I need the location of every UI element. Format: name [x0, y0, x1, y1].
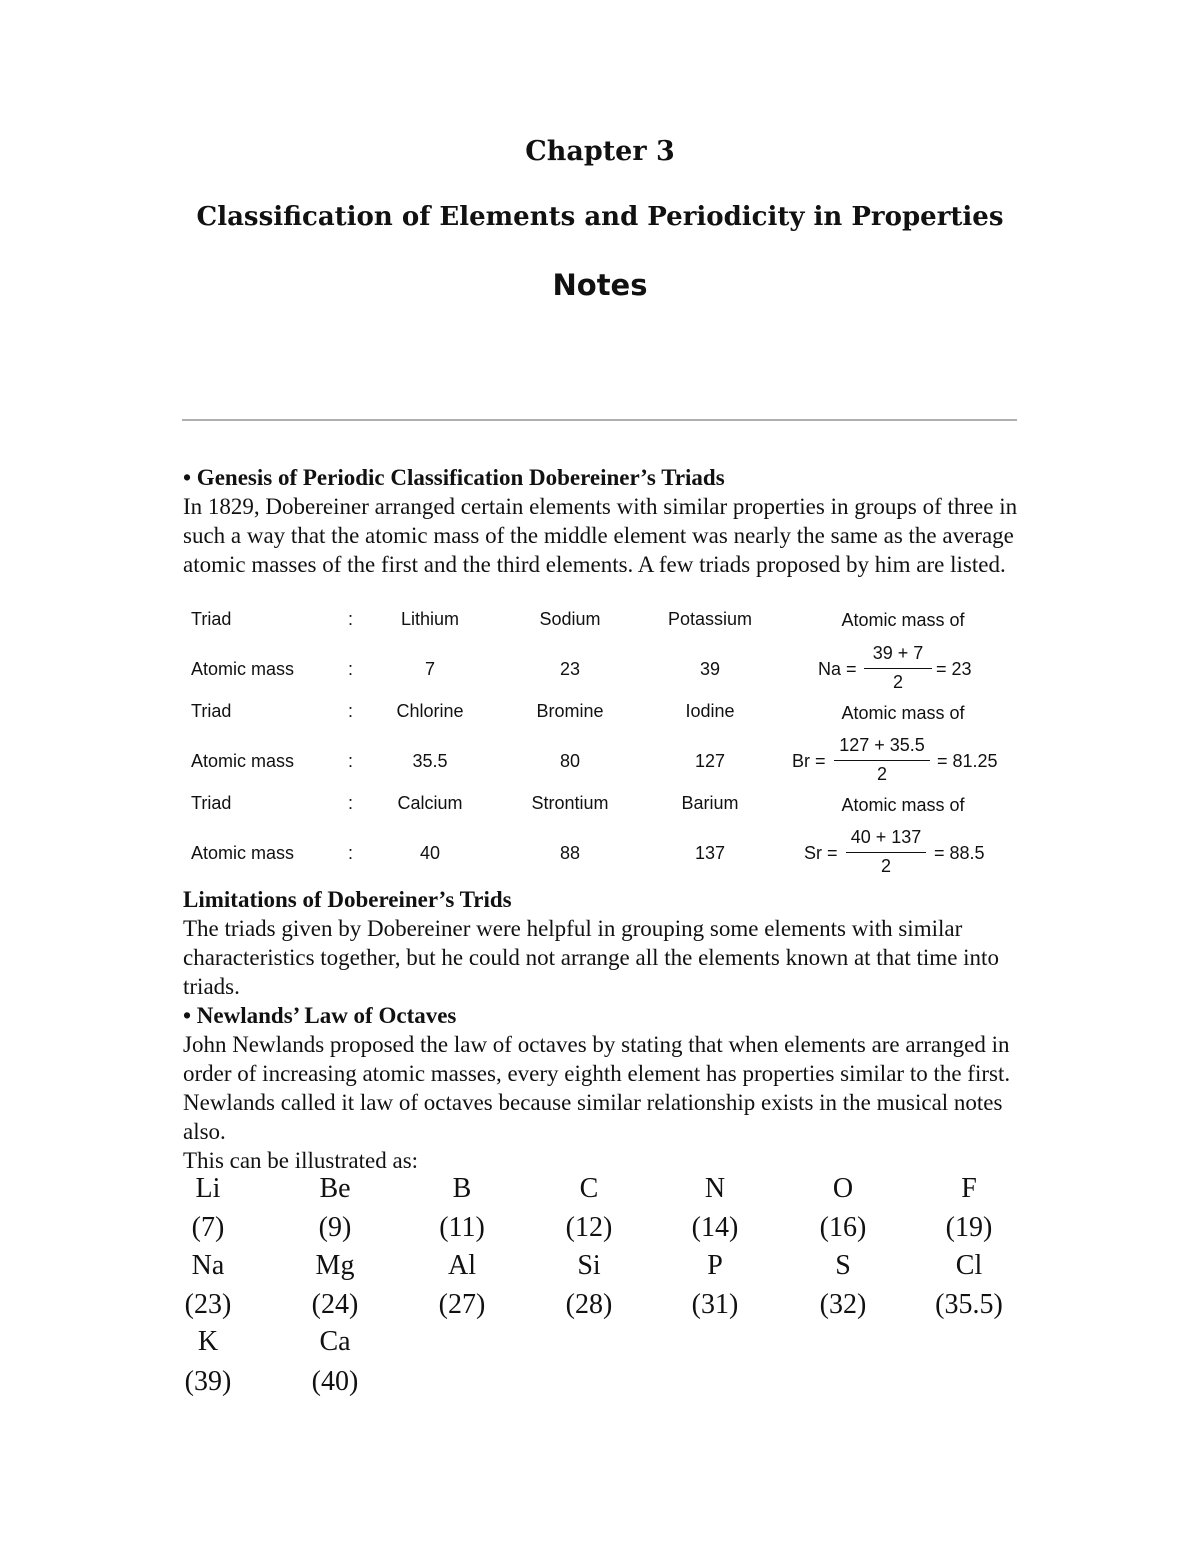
- section-limitations-and-octaves: [183, 885, 1018, 1175]
- section-heading-dobereiner: • Genesis of Periodic Classification Dobereiner’s Triads: [183, 465, 725, 490]
- element-mass: (19): [945, 1212, 993, 1243]
- formula-br: [792, 732, 1012, 792]
- triad-element: Lithium: [400, 609, 460, 629]
- chapter-title: Classification of Elements and Periodicity in Properties: [196, 202, 1004, 232]
- triad-element: Barium: [681, 793, 739, 813]
- element-mass: (11): [439, 1212, 485, 1243]
- formula-lhs: Br =: [792, 751, 826, 771]
- element-symbol: Be: [319, 1173, 351, 1204]
- atomic-mass-of-header: Atomic mass of: [841, 610, 965, 630]
- triad-element: Strontium: [531, 793, 609, 813]
- element-mass: (23): [184, 1289, 232, 1320]
- atomic-mass-label: Atomic mass: [191, 659, 295, 679]
- formula-lhs: Sr =: [804, 843, 838, 863]
- element-symbol: O: [832, 1173, 854, 1204]
- chapter-heading: Chapter 3: [525, 136, 675, 167]
- triad-label: Triad: [191, 609, 232, 629]
- formula-result: = 88.5: [934, 843, 985, 863]
- element-mass: (24): [311, 1289, 359, 1320]
- section-heading-newlands: • Newlands’ Law of Octaves: [183, 1003, 457, 1028]
- formula-denominator: 2: [876, 764, 887, 784]
- section-dobereiner: [183, 463, 1018, 579]
- triad-element: Potassium: [667, 609, 753, 629]
- element-symbol: Si: [577, 1250, 601, 1281]
- colon: :: [348, 751, 354, 771]
- element-mass: (28): [565, 1289, 613, 1320]
- element-mass: (40): [311, 1366, 359, 1397]
- fraction-bar: [846, 852, 926, 853]
- illustration-intro: This can be illustrated as:: [183, 1148, 419, 1173]
- element-symbol: C: [579, 1173, 599, 1204]
- notes-heading: Notes: [552, 268, 648, 302]
- formula-numerator: 40 + 137: [850, 827, 922, 847]
- element-mass: (35.5): [935, 1289, 1003, 1320]
- element-mass: (9): [318, 1212, 352, 1243]
- element-symbol: P: [707, 1250, 723, 1281]
- element-symbol: Al: [448, 1250, 476, 1281]
- atomic-mass-label: Atomic mass: [191, 751, 295, 771]
- atomic-mass-label: Atomic mass: [191, 843, 295, 863]
- element-symbol: F: [961, 1173, 977, 1204]
- triad-mass: 23: [559, 659, 581, 679]
- triad-mass: 40: [419, 843, 441, 863]
- element-symbol: Ca: [319, 1326, 351, 1357]
- colon: :: [348, 843, 354, 863]
- triad-mass: 39: [699, 659, 721, 679]
- formula-sr: [804, 824, 1004, 884]
- element-symbol: Li: [195, 1173, 221, 1204]
- atomic-mass-of-header: Atomic mass of: [841, 795, 965, 815]
- horizontal-divider: [182, 419, 1017, 421]
- colon: :: [348, 609, 354, 629]
- atomic-mass-of-header: Atomic mass of: [841, 703, 965, 723]
- element-mass: (16): [819, 1212, 867, 1243]
- element-symbol: B: [452, 1173, 472, 1204]
- triad-element: Calcium: [397, 793, 463, 813]
- section-body-limitations: The triads given by Dobereiner were helpful in grouping some elements with similar characteristics together, but he could not arrange all the elements known at that time into triads.: [183, 916, 999, 999]
- section-body-newlands: John Newlands proposed the law of octaves by stating that when elements are arranged in order of increasing atomic masses, every eighth element has properties similar to the first. Newlands called it law of octaves because similar relationship exists in the musical notes also.: [183, 1032, 1011, 1144]
- element-mass: (14): [691, 1212, 739, 1243]
- element-mass: (27): [438, 1289, 486, 1320]
- triad-mass: 137: [694, 843, 726, 863]
- triad-mass: 7: [424, 659, 435, 679]
- formula-numerator: 39 + 7: [872, 643, 924, 663]
- element-mass: (39): [184, 1366, 232, 1397]
- fraction-bar: [864, 668, 932, 669]
- triad-element: Chlorine: [396, 701, 464, 721]
- element-mass: (12): [565, 1212, 613, 1243]
- triad-element: Iodine: [685, 701, 735, 721]
- triad-element: Sodium: [539, 609, 601, 629]
- fraction-bar: [834, 760, 930, 761]
- triad-element: Bromine: [536, 701, 604, 721]
- colon: :: [348, 659, 354, 679]
- triad-label: Triad: [191, 701, 232, 721]
- element-mass: (7): [191, 1212, 225, 1243]
- section-body-dobereiner: In 1829, Dobereiner arranged certain elements with similar properties in groups of three in such a way that the atomic mass of the middle element was nearly the same as the average atomic masses of the first and the third elements. A few triads proposed by him are listed.: [183, 494, 1018, 577]
- element-symbol: K: [197, 1326, 219, 1357]
- formula-denominator: 2: [892, 672, 903, 692]
- element-symbol: Cl: [955, 1250, 983, 1281]
- formula-lhs: Na =: [818, 659, 857, 679]
- formula-numerator: 127 + 35.5: [839, 735, 925, 755]
- formula-result: = 81.25: [937, 751, 998, 771]
- colon: :: [348, 793, 354, 813]
- formula-denominator: 2: [880, 856, 891, 876]
- element-symbol: Mg: [315, 1250, 355, 1281]
- formula-na: [818, 640, 1018, 700]
- element-symbol: Na: [191, 1250, 225, 1281]
- triad-mass: 35.5: [412, 751, 448, 771]
- triad-mass: 88: [559, 843, 581, 863]
- element-symbol: N: [704, 1173, 726, 1204]
- element-mass: (32): [819, 1289, 867, 1320]
- triad-mass: 127: [694, 751, 726, 771]
- colon: :: [348, 701, 354, 721]
- section-heading-limitations: Limitations of Dobereiner’s Trids: [183, 887, 512, 912]
- formula-result: = 23: [936, 659, 972, 679]
- triad-mass: 80: [559, 751, 581, 771]
- element-symbol: S: [835, 1250, 851, 1281]
- triad-label: Triad: [191, 793, 232, 813]
- element-mass: (31): [691, 1289, 739, 1320]
